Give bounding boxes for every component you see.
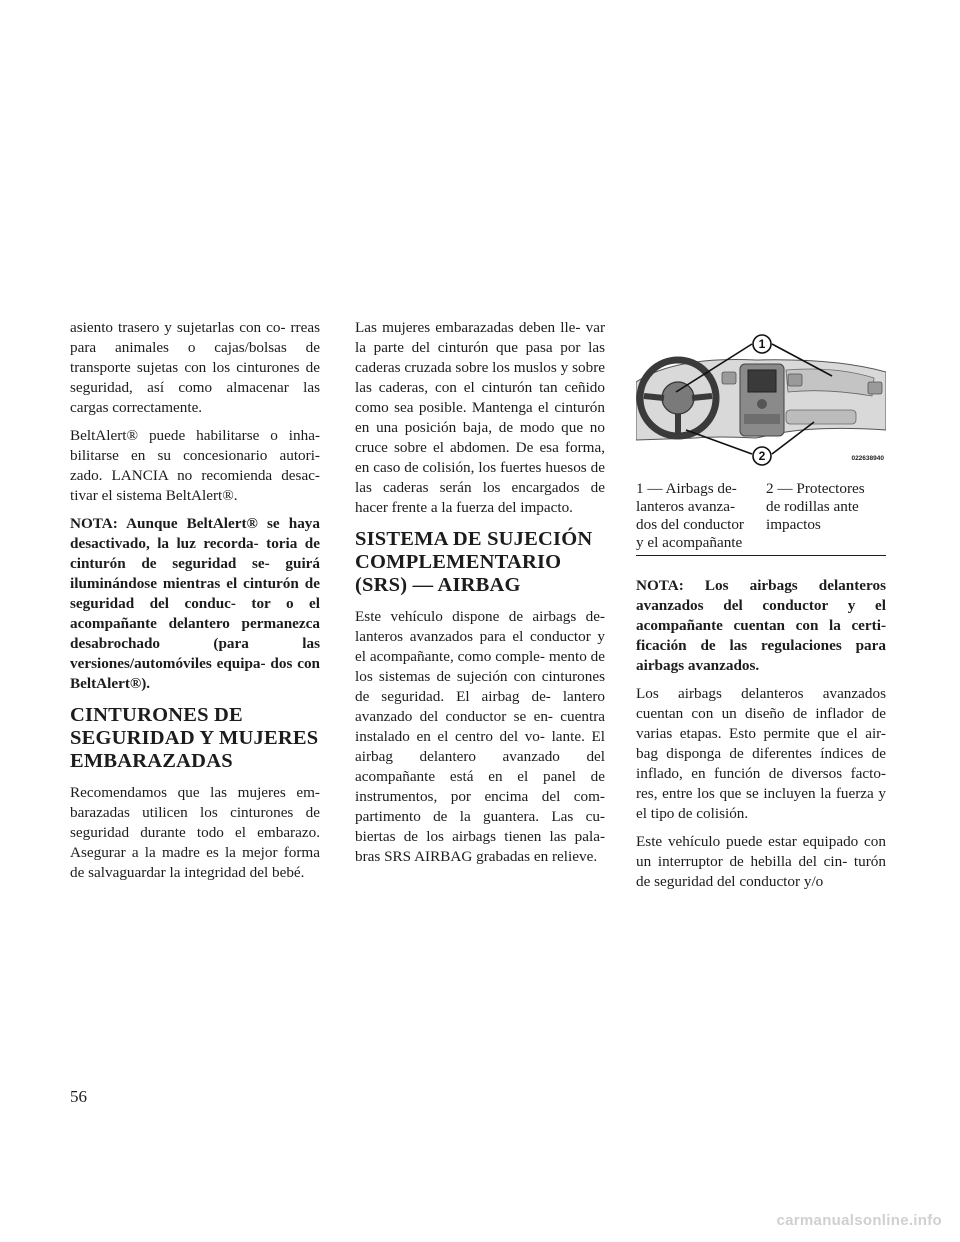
page-number: 56 [70, 1087, 87, 1106]
dashboard-illustration [636, 326, 886, 466]
figure-id: 022638940 [851, 455, 884, 462]
body-paragraph: Recomendamos que las mujeres em- barazadas utilicen los cinturones de seguridad durante todo el embarazo. Asegurar a la madre es la mejor forma de salvaguardar la integridad del bebé. [70, 784, 320, 881]
note-label: NOTA: [70, 515, 118, 532]
section-heading: SISTEMA DE SUJECIÓN COMPLEMENTARIO (SRS) — AIRBAG [355, 528, 593, 596]
note-paragraph [636, 576, 886, 676]
footer-watermark: carmanualsonline.info [776, 1212, 942, 1229]
body-paragraph: Las mujeres embarazadas deben lle- var la parte del cinturón que pasa por las caderas cruzada sobre los muslos y sobre las caderas, con el cinturón tan ceñido como sea posible. Mantenga el cinturón en una posición baja, de modo que no cruce sobre el abdomen. De esa forma, en caso de colisión, los fuertes huesos de las caderas serán los encargados de hacer frente a la fuerza del impacto. [355, 319, 605, 516]
body-paragraph: Los airbags delanteros avanzados cuentan con un diseño de inflador de varias etapas. Esto permite que el air- bag disponga de diferentes índices de inflado, en función de diversos facto- res, entre los que se incluyen la fuerza y el tipo de colisión. [636, 685, 886, 822]
note-text: Los airbags delanteros avanzados del conductor y el acompañante cuentan con la certi- ficación de las regulaciones para airbags avanzados. [636, 577, 886, 674]
note-text: Aunque BeltAlert® se haya desactivado, la luz recorda- toria de cinturón de seguridad se- guirá iluminándose mientras el cinturón de seguridad del conduc- tor o el acompañante delantero permanezca desabrochado (para las versiones/automóviles equipa- dos con BeltAlert®). [70, 515, 320, 692]
figure-caption [636, 480, 886, 556]
section-heading: CINTURONES DE SEGURIDAD Y MUJERES EMBARAZADAS [70, 704, 319, 772]
body-paragraph: Este vehículo dispone de airbags de- lanteros avanzados para el conductor y el acompañante, como comple- mento de los sistemas de sujeción con cinturones de seguridad. El airbag de- lantero avanzado del conductor se en- cuentra instalado en el centro del vo- lante. El airbag delantero avanzado del acompañante está en el panel de instrumentos, por encima del com- partimento de la guantera. Las cu- biertas de los airbags tienen las pala- bras SRS AIRBAG grabadas en relieve. [355, 608, 605, 865]
column-right [636, 326, 886, 900]
note-label: NOTA: [636, 577, 684, 594]
body-paragraph: asiento trasero y sujetarlas con co- rreas para animales o cajas/bolsas de transporte sujetas con los cinturones de seguridad, así como almacenar las cargas correctamente. [70, 319, 320, 416]
caption-item-2: 2 — Protectores de rodillas ante impactos [766, 480, 865, 533]
callout-1: 1 [758, 337, 766, 351]
column-left [70, 318, 320, 891]
dashboard-airbag-figure [636, 326, 886, 466]
body-paragraph: BeltAlert® puede habilitarse o inha- bilitarse en su concesionario autori- zado. LANCIA no recomienda desac- tivar el sistema BeltAlert®. [70, 427, 320, 504]
note-paragraph [70, 514, 320, 694]
callout-2: 2 [758, 449, 766, 463]
caption-item-1: 1 — Airbags de- lanteros avanza- dos del conductor y el acompañante [636, 480, 744, 551]
body-paragraph: Este vehículo puede estar equipado con un interruptor de hebilla del cin- turón de seguridad del conductor y/o [636, 833, 886, 890]
column-middle [355, 318, 605, 875]
